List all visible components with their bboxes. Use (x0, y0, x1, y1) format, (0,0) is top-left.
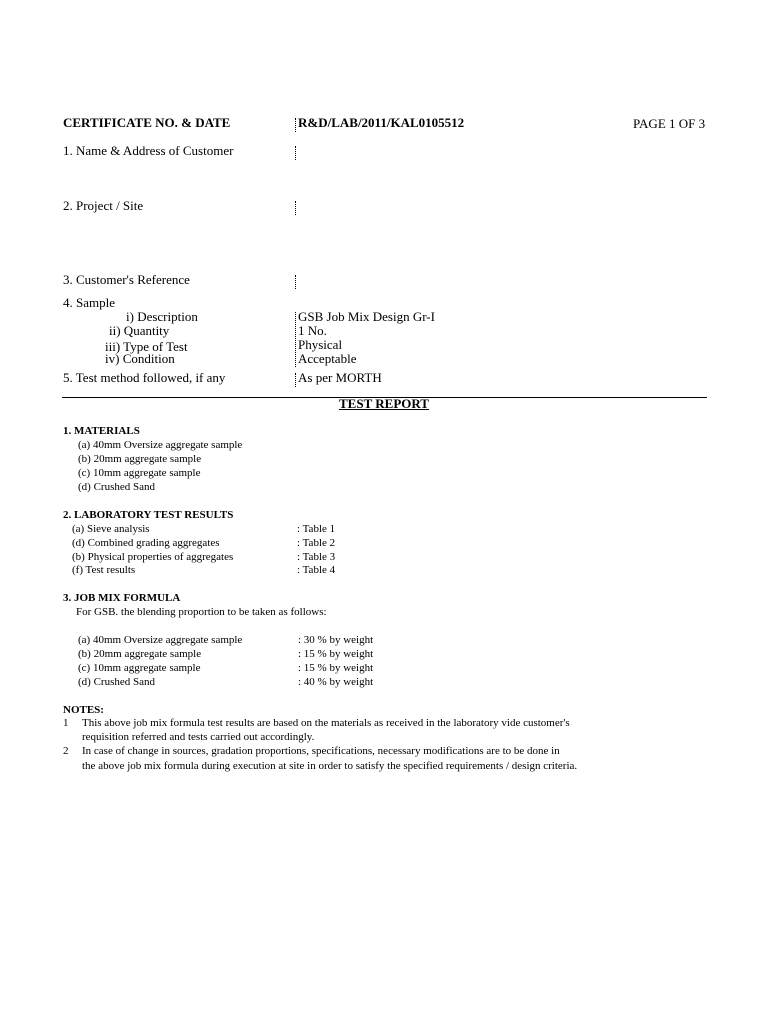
materials-item: (c) 10mm aggregate sample (78, 467, 201, 479)
note-number: 2 (63, 745, 69, 757)
notes-heading: NOTES: (63, 704, 104, 716)
field-separator (295, 201, 296, 215)
sample-description-label: i) Description (126, 309, 198, 324)
job-mix-intro: For GSB. the blending proportion to be taken as follows: (76, 606, 327, 618)
certificate-label: CERTIFICATE NO. & DATE (63, 115, 231, 130)
job-mix-value: : 30 % by weight (298, 634, 374, 646)
job-mix-label: (a) 40mm Oversize aggregate sample (78, 634, 243, 646)
field-separator (295, 373, 296, 387)
note-number: 1 (63, 717, 69, 729)
lab-result-value: : Table 1 (297, 523, 336, 535)
note-text: requisition referred and tests carried out accordingly. (82, 731, 315, 743)
project-label: 2. Project / Site (63, 198, 144, 213)
lab-result-value: : Table 4 (297, 564, 336, 576)
note-text: In case of change in sources, gradation proportions, specifications, necessary modifications are to be done in (82, 745, 560, 757)
job-mix-value: : 15 % by weight (298, 648, 374, 660)
field-separator (295, 312, 296, 367)
job-mix-label: (b) 20mm aggregate sample (78, 648, 202, 660)
report-title: TEST REPORT (339, 396, 429, 411)
sample-condition-value: Acceptable (298, 351, 357, 366)
customer-label: 1. Name & Address of Customer (63, 143, 234, 158)
materials-heading: 1. MATERIALS (63, 425, 140, 437)
sample-label: 4. Sample (63, 295, 115, 310)
materials-item: (b) 20mm aggregate sample (78, 453, 202, 465)
note-text: the above job mix formula during execution at site in order to satisfy the specified requirements / design criteria. (82, 760, 578, 772)
lab-result-label: (d) Combined grading aggregates (72, 537, 220, 549)
sample-quantity-value: 1 No. (298, 323, 327, 338)
sample-quantity-label: ii) Quantity (109, 323, 170, 338)
field-separator (295, 118, 296, 132)
lab-result-value: : Table 3 (297, 551, 336, 563)
sample-test-type-label: iii) Type of Test (105, 339, 188, 354)
lab-result-value: : Table 2 (297, 537, 336, 549)
job-mix-heading: 3. JOB MIX FORMULA (63, 592, 181, 604)
field-separator (295, 275, 296, 289)
test-method-value: As per MORTH (298, 370, 382, 385)
lab-result-label: (f) Test results (72, 564, 136, 576)
job-mix-label: (d) Crushed Sand (78, 676, 155, 688)
sample-description-value: GSB Job Mix Design Gr-I (298, 309, 435, 324)
reference-label: 3. Customer's Reference (63, 272, 190, 287)
job-mix-label: (c) 10mm aggregate sample (78, 662, 201, 674)
page-number: PAGE 1 OF 3 (633, 116, 706, 131)
materials-item: (a) 40mm Oversize aggregate sample (78, 439, 243, 451)
lab-result-label: (a) Sieve analysis (72, 523, 150, 535)
certificate-number: R&D/LAB/2011/KAL0105512 (298, 115, 465, 130)
test-method-label: 5. Test method followed, if any (63, 370, 226, 385)
job-mix-value: : 15 % by weight (298, 662, 374, 674)
note-text: This above job mix formula test results are based on the materials as received in the laboratory vide customer's (82, 717, 570, 729)
sample-condition-label: iv) Condition (105, 351, 175, 366)
lab-results-heading: 2. LABORATORY TEST RESULTS (63, 509, 234, 521)
field-separator (295, 146, 296, 160)
job-mix-value: : 40 % by weight (298, 676, 374, 688)
materials-item: (d) Crushed Sand (78, 481, 155, 493)
lab-result-label: (b) Physical properties of aggregates (72, 551, 234, 563)
sample-test-type-value: Physical (298, 337, 343, 352)
